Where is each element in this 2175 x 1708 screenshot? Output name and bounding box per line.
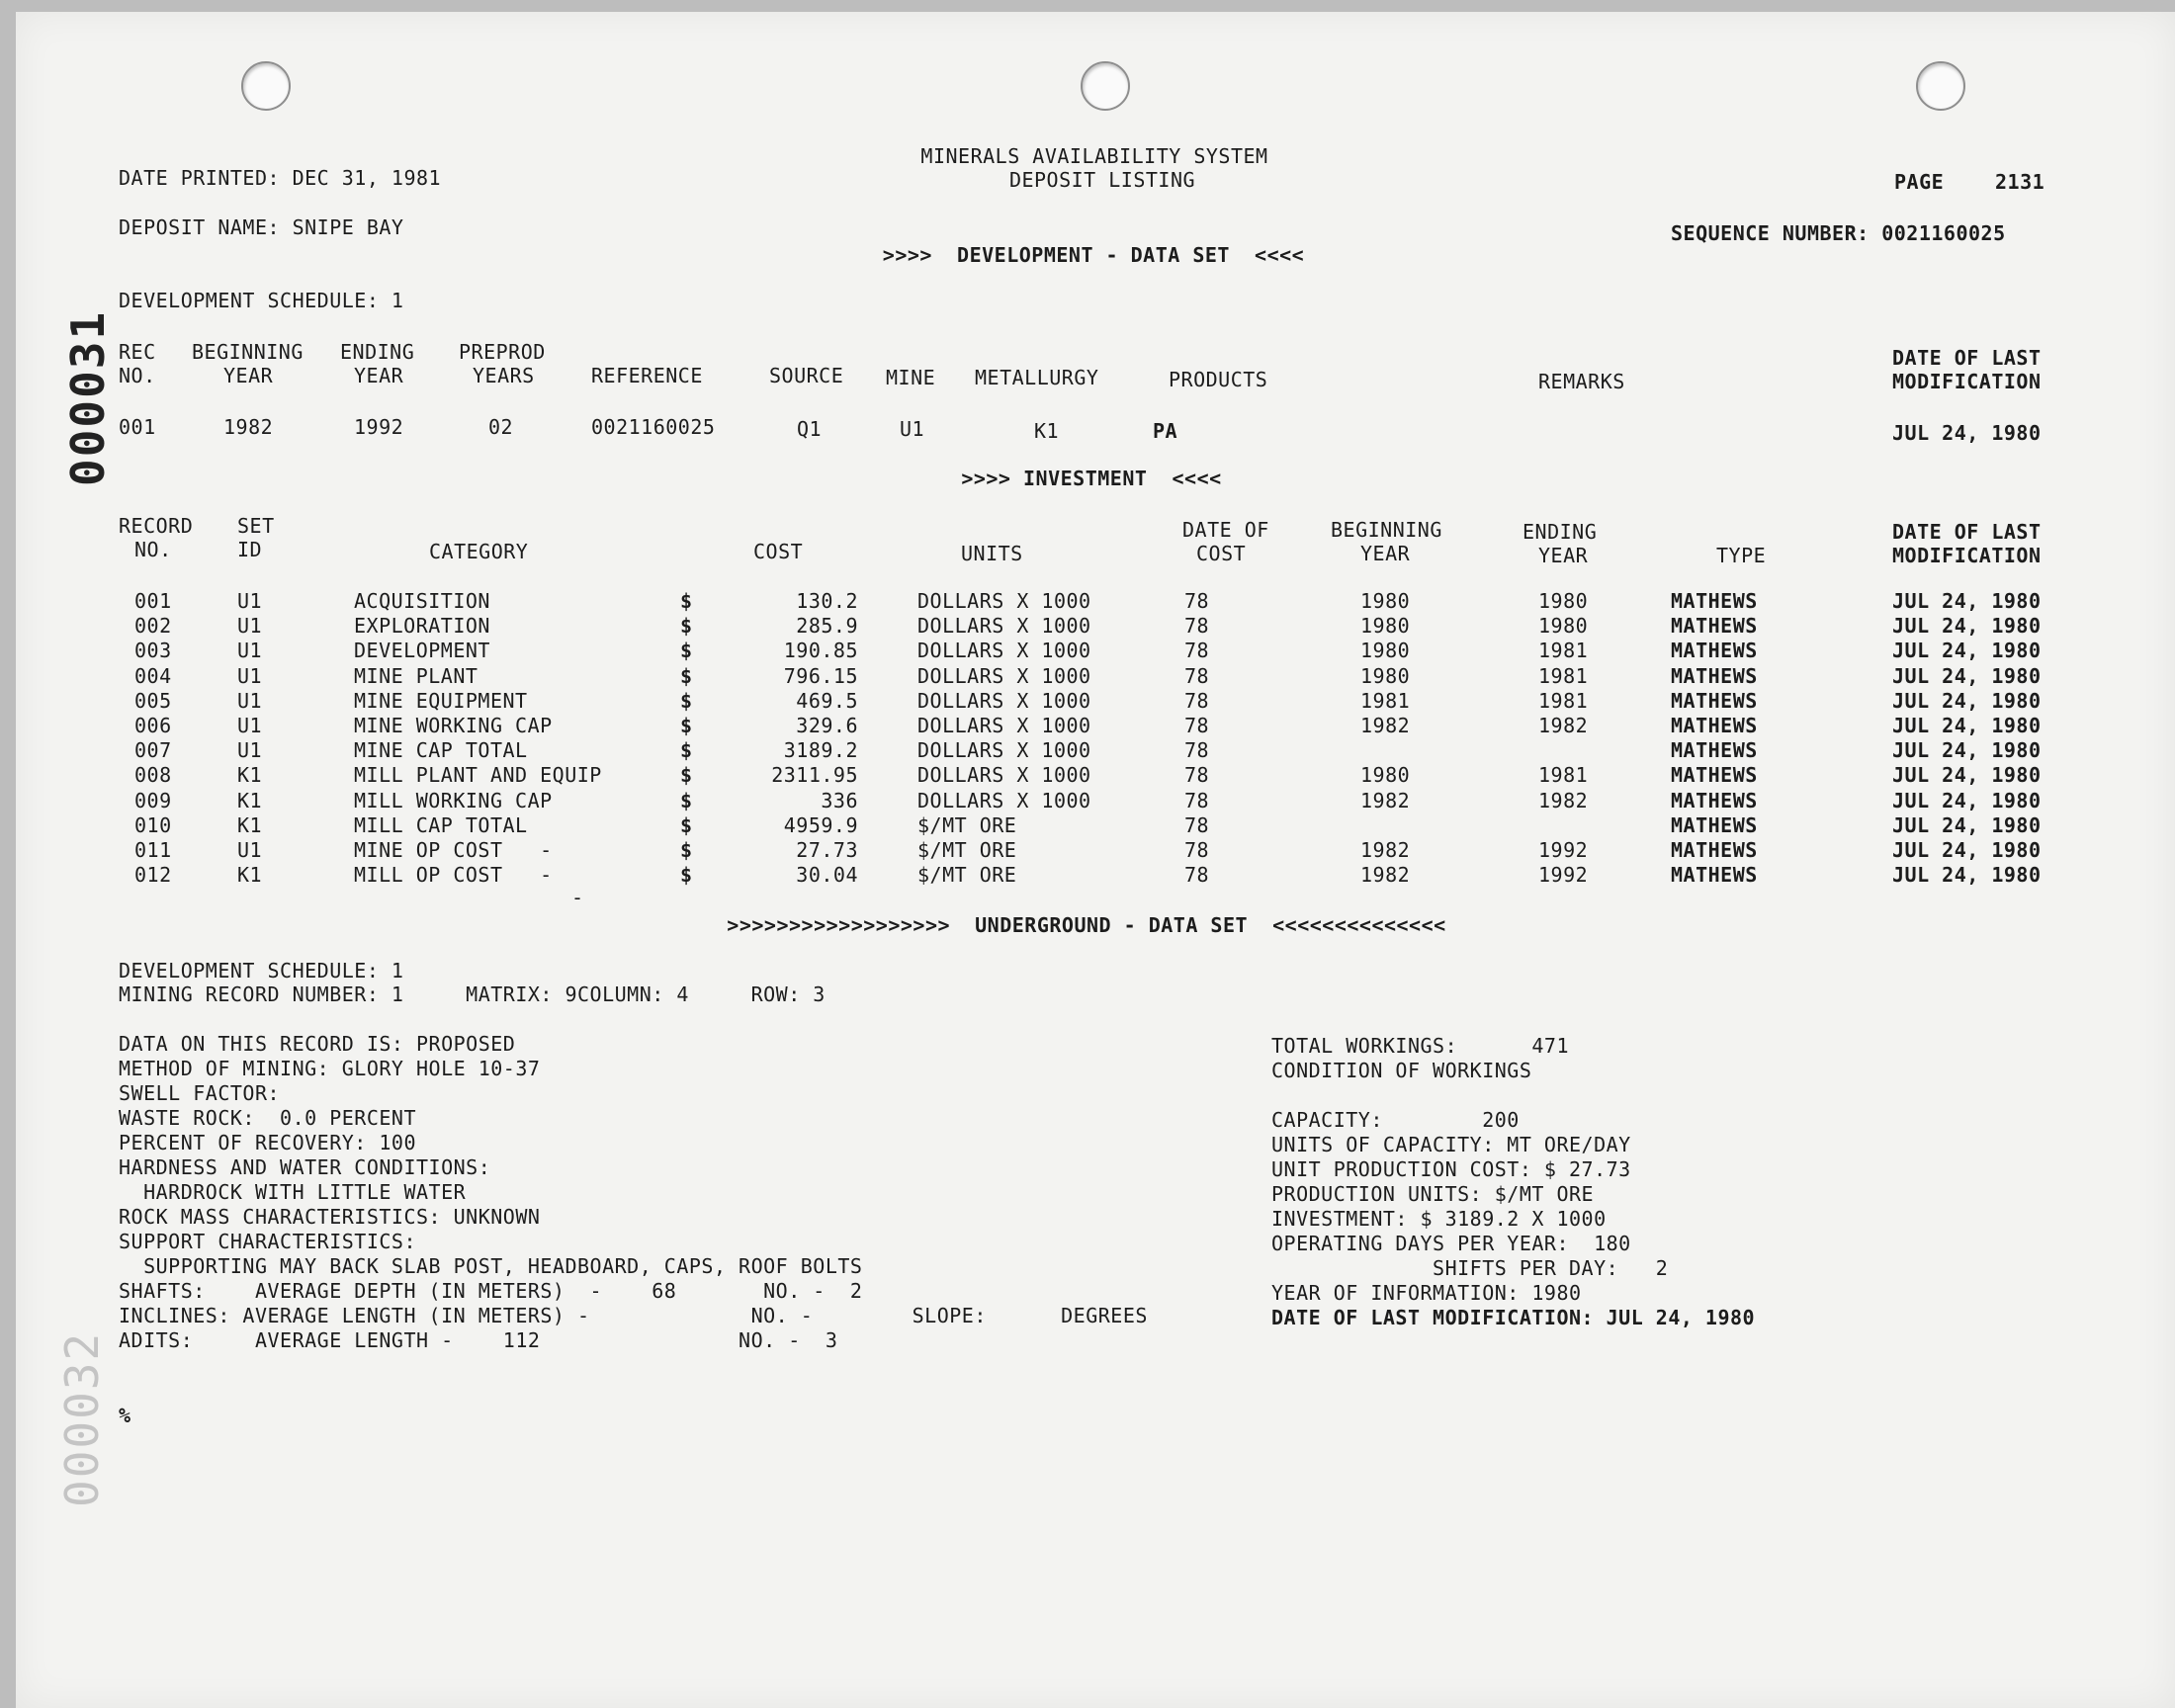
inv-dollar: $ — [680, 714, 693, 737]
inv-col-units: UNITS — [961, 542, 1023, 565]
inv-no: 008 — [134, 763, 172, 787]
inv-date: 78 — [1184, 664, 1210, 688]
underground-title: >>>>>>>>>>>>>>>>>> UNDERGROUND - DATA SET <<<<<<<<<<<<<< — [727, 913, 1446, 937]
dev-source: Q1 — [797, 417, 823, 441]
inv-col-date-of-cost: DATE OF — [1182, 518, 1269, 542]
inv-end: 1982 — [1538, 714, 1589, 737]
detail-line: SUPPORTING MAY BACK SLAB POST, HEADBOARD, CAPS, ROOF BOLTS — [119, 1254, 863, 1278]
dev-col-preprod-2: YEARS — [473, 364, 535, 387]
inv-type: MATHEWS — [1671, 639, 1758, 662]
summary-line: CONDITION OF WORKINGS — [1271, 1059, 1532, 1082]
punch-hole-left — [241, 61, 291, 111]
summary-line: OPERATING DAYS PER YEAR: 180 — [1271, 1232, 1631, 1255]
inv-category: MILL OP COST - — [354, 863, 553, 887]
inv-modified: JUL 24, 1980 — [1892, 589, 2042, 613]
inv-no: 009 — [134, 789, 172, 812]
inv-type: MATHEWS — [1671, 738, 1758, 762]
inv-begin: 1980 — [1360, 614, 1411, 638]
inv-units: DOLLARS X 1000 — [917, 789, 1091, 812]
inv-col-date-of-cost-2: COST — [1196, 542, 1247, 565]
inv-dollar: $ — [680, 863, 693, 887]
page-stamp-top: 000031 — [61, 309, 115, 486]
inv-type: MATHEWS — [1671, 789, 1758, 812]
detail-line: HARDNESS AND WATER CONDITIONS: — [119, 1155, 491, 1179]
inv-end: 1980 — [1538, 589, 1589, 613]
dev-col-modification-2: MODIFICATION — [1892, 370, 2042, 393]
inv-set: U1 — [237, 838, 263, 862]
inv-col-record: RECORD — [119, 514, 194, 538]
detail-line: WASTE ROCK: 0.0 PERCENT — [119, 1106, 416, 1130]
inv-col-set: SET — [237, 514, 275, 538]
inv-cost: 130.2 — [796, 589, 858, 613]
inv-no: 003 — [134, 639, 172, 662]
stray-dash: - — [571, 886, 584, 909]
dev-ending: 1992 — [354, 415, 404, 439]
inv-category: MINE PLANT — [354, 664, 478, 688]
dev-preprod: 02 — [488, 415, 514, 439]
inv-begin: 1982 — [1360, 863, 1411, 887]
inv-modified: JUL 24, 1980 — [1892, 689, 2042, 713]
mining-record-line: MINING RECORD NUMBER: 1 MATRIX: 9COLUMN: 4 ROW: 3 — [119, 982, 826, 1006]
inv-end: 1981 — [1538, 689, 1589, 713]
inv-type: MATHEWS — [1671, 813, 1758, 837]
inv-modified: JUL 24, 1980 — [1892, 664, 2042, 688]
inv-date: 78 — [1184, 738, 1210, 762]
detail-line: SUPPORT CHARACTERISTICS: — [119, 1230, 416, 1253]
dev-col-mine: MINE — [886, 366, 936, 389]
dev-col-metallurgy: METALLURGY — [975, 366, 1099, 389]
dev-col-ending-2: YEAR — [354, 364, 404, 387]
inv-date: 78 — [1184, 863, 1210, 887]
inv-type: MATHEWS — [1671, 614, 1758, 638]
inv-dollar: $ — [680, 813, 693, 837]
dev-reference: 0021160025 — [591, 415, 716, 439]
inv-cost: 4959.9 — [783, 813, 858, 837]
inv-set: K1 — [237, 813, 263, 837]
dev-col-rec-2: NO. — [119, 364, 156, 387]
investment-row — [0, 738, 2175, 763]
inv-end: 1992 — [1538, 863, 1589, 887]
inv-set: U1 — [237, 639, 263, 662]
inv-units: $/MT ORE — [917, 838, 1017, 862]
end-marker: % — [119, 1404, 131, 1427]
system-title: MINERALS AVAILABILITY SYSTEM — [920, 144, 1268, 168]
inv-category: MILL CAP TOTAL — [354, 813, 528, 837]
inv-no: 005 — [134, 689, 172, 713]
inv-col-modification-2: MODIFICATION — [1892, 544, 2042, 567]
listing-title: DEPOSIT LISTING — [1008, 168, 1196, 192]
inv-modified: JUL 24, 1980 — [1892, 614, 2042, 638]
development-schedule: DEVELOPMENT SCHEDULE: 1 — [119, 289, 404, 312]
dev-modified: JUL 24, 1980 — [1892, 421, 2042, 445]
inv-cost: 190.85 — [783, 639, 858, 662]
inv-cost: 285.9 — [796, 614, 858, 638]
inv-set: U1 — [237, 714, 263, 737]
inv-modified: JUL 24, 1980 — [1892, 763, 2042, 787]
inv-set: K1 — [237, 789, 263, 812]
inv-cost: 329.6 — [796, 714, 858, 737]
inv-cost: 2311.95 — [771, 763, 858, 787]
dev-products: PA — [1153, 419, 1178, 443]
inv-category: MINE CAP TOTAL — [354, 738, 528, 762]
inv-set: U1 — [237, 738, 263, 762]
sequence-number: SEQUENCE NUMBER: 0021160025 — [1671, 221, 2006, 245]
inv-type: MATHEWS — [1671, 589, 1758, 613]
inv-category: MINE WORKING CAP — [354, 714, 553, 737]
inv-modified: JUL 24, 1980 — [1892, 738, 2042, 762]
dev-col-remarks: REMARKS — [1538, 370, 1625, 393]
inv-modified: JUL 24, 1980 — [1892, 714, 2042, 737]
inv-col-set-2: ID — [237, 538, 263, 561]
inv-end: 1982 — [1538, 789, 1589, 812]
inv-date: 78 — [1184, 589, 1210, 613]
underground-schedule: DEVELOPMENT SCHEDULE: 1 — [119, 959, 404, 982]
investment-row — [0, 589, 2175, 614]
inv-date: 78 — [1184, 789, 1210, 812]
inv-set: U1 — [237, 614, 263, 638]
inv-col-ending: ENDING — [1522, 520, 1598, 544]
summary-line: CAPACITY: 200 — [1271, 1108, 1520, 1132]
inv-no: 001 — [134, 589, 172, 613]
dev-mine: U1 — [900, 417, 925, 441]
page-stamp-bottom: 000032 — [55, 1330, 109, 1507]
inv-no: 006 — [134, 714, 172, 737]
summary-line: UNIT PRODUCTION COST: $ 27.73 — [1271, 1157, 1631, 1181]
punch-hole-right — [1916, 61, 1965, 111]
inv-modified: JUL 24, 1980 — [1892, 863, 2042, 887]
inv-no: 002 — [134, 614, 172, 638]
inv-units: $/MT ORE — [917, 813, 1017, 837]
dev-col-products: PRODUCTS — [1169, 368, 1268, 391]
inv-dollar: $ — [680, 614, 693, 638]
investment-row — [0, 664, 2175, 689]
inv-category: MILL WORKING CAP — [354, 789, 553, 812]
dev-beginning: 1982 — [223, 415, 274, 439]
dev-metallurgy: K1 — [1034, 419, 1060, 443]
inv-col-record-2: NO. — [134, 538, 172, 561]
inv-set: K1 — [237, 863, 263, 887]
inv-begin: 1980 — [1360, 763, 1411, 787]
inv-no: 007 — [134, 738, 172, 762]
inv-set: K1 — [237, 763, 263, 787]
dev-col-preprod: PREPROD — [459, 340, 546, 364]
summary-line: UNITS OF CAPACITY: MT ORE/DAY — [1271, 1133, 1631, 1156]
dev-col-reference: REFERENCE — [591, 364, 703, 387]
inv-dollar: $ — [680, 738, 693, 762]
inv-date: 78 — [1184, 714, 1210, 737]
investment-row — [0, 639, 2175, 663]
inv-no: 010 — [134, 813, 172, 837]
inv-units: DOLLARS X 1000 — [917, 664, 1091, 688]
detail-line: ROCK MASS CHARACTERISTICS: UNKNOWN — [119, 1205, 541, 1229]
inv-end: 1992 — [1538, 838, 1589, 862]
inv-begin: 1980 — [1360, 589, 1411, 613]
inv-dollar: $ — [680, 639, 693, 662]
inv-type: MATHEWS — [1671, 863, 1758, 887]
dev-col-beginning: BEGINNING — [192, 340, 304, 364]
inv-date: 78 — [1184, 763, 1210, 787]
detail-line: METHOD OF MINING: GLORY HOLE 10-37 — [119, 1057, 541, 1080]
inv-set: U1 — [237, 589, 263, 613]
investment-row — [0, 689, 2175, 714]
inv-col-modification: DATE OF LAST — [1892, 520, 2042, 544]
inv-cost: 27.73 — [796, 838, 858, 862]
inv-col-category: CATEGORY — [429, 540, 529, 563]
inv-col-beginning-2: YEAR — [1360, 542, 1411, 565]
inv-category: EXPLORATION — [354, 614, 490, 638]
detail-line: ADITS: AVERAGE LENGTH - 112 NO. - 3 — [119, 1328, 838, 1352]
inv-category: MINE OP COST - — [354, 838, 553, 862]
inv-type: MATHEWS — [1671, 838, 1758, 862]
inv-set: U1 — [237, 664, 263, 688]
summary-line: YEAR OF INFORMATION: 1980 — [1271, 1281, 1582, 1305]
investment-row — [0, 763, 2175, 788]
summary-line: DATE OF LAST MODIFICATION: JUL 24, 1980 — [1271, 1306, 1756, 1329]
summary-line: PRODUCTION UNITS: $/MT ORE — [1271, 1182, 1595, 1206]
inv-modified: JUL 24, 1980 — [1892, 838, 2042, 862]
inv-type: MATHEWS — [1671, 664, 1758, 688]
investment-row — [0, 614, 2175, 639]
inv-col-beginning: BEGINNING — [1331, 518, 1442, 542]
dev-col-ending: ENDING — [340, 340, 415, 364]
inv-end: 1980 — [1538, 614, 1589, 638]
inv-begin: 1982 — [1360, 714, 1411, 737]
inv-date: 78 — [1184, 689, 1210, 713]
inv-units: DOLLARS X 1000 — [917, 589, 1091, 613]
development-section-title: >>>> DEVELOPMENT - DATA SET <<<< — [882, 243, 1305, 267]
inv-begin: 1982 — [1360, 838, 1411, 862]
inv-cost: 336 — [821, 789, 858, 812]
page-number: 2131 — [1995, 170, 2045, 194]
inv-date: 78 — [1184, 614, 1210, 638]
detail-line: PERCENT OF RECOVERY: 100 — [119, 1131, 416, 1154]
investment-title: >>>> INVESTMENT <<<< — [961, 467, 1222, 490]
inv-no: 012 — [134, 863, 172, 887]
inv-begin: 1980 — [1360, 664, 1411, 688]
inv-end: 1981 — [1538, 664, 1589, 688]
inv-units: DOLLARS X 1000 — [917, 689, 1091, 713]
inv-cost: 469.5 — [796, 689, 858, 713]
punch-hole-center — [1081, 61, 1130, 111]
dev-rec: 001 — [119, 415, 156, 439]
summary-line: TOTAL WORKINGS: 471 — [1271, 1034, 1569, 1058]
inv-date: 78 — [1184, 838, 1210, 862]
detail-line: SHAFTS: AVERAGE DEPTH (IN METERS) - 68 NO. - 2 — [119, 1279, 863, 1303]
inv-type: MATHEWS — [1671, 763, 1758, 787]
inv-cost: 30.04 — [796, 863, 858, 887]
detail-line: DATA ON THIS RECORD IS: PROPOSED — [119, 1032, 516, 1056]
inv-no: 004 — [134, 664, 172, 688]
inv-dollar: $ — [680, 838, 693, 862]
inv-dollar: $ — [680, 589, 693, 613]
inv-units: DOLLARS X 1000 — [917, 763, 1091, 787]
inv-cost: 796.15 — [783, 664, 858, 688]
inv-end: 1981 — [1538, 763, 1589, 787]
page-label: PAGE — [1894, 170, 1945, 194]
inv-end: 1981 — [1538, 639, 1589, 662]
inv-category: DEVELOPMENT — [354, 639, 490, 662]
inv-modified: JUL 24, 1980 — [1892, 813, 2042, 837]
inv-no: 011 — [134, 838, 172, 862]
inv-date: 78 — [1184, 813, 1210, 837]
inv-dollar: $ — [680, 789, 693, 812]
inv-units: $/MT ORE — [917, 863, 1017, 887]
inv-type: MATHEWS — [1671, 689, 1758, 713]
inv-begin: 1980 — [1360, 639, 1411, 662]
inv-units: DOLLARS X 1000 — [917, 738, 1091, 762]
dev-col-source: SOURCE — [769, 364, 844, 387]
inv-category: MINE EQUIPMENT — [354, 689, 528, 713]
inv-begin: 1981 — [1360, 689, 1411, 713]
inv-date: 78 — [1184, 639, 1210, 662]
inv-units: DOLLARS X 1000 — [917, 614, 1091, 638]
inv-modified: JUL 24, 1980 — [1892, 789, 2042, 812]
detail-line: SWELL FACTOR: — [119, 1081, 281, 1105]
inv-dollar: $ — [680, 689, 693, 713]
investment-row — [0, 714, 2175, 738]
inv-begin: 1982 — [1360, 789, 1411, 812]
inv-dollar: $ — [680, 664, 693, 688]
dev-col-modification: DATE OF LAST — [1892, 346, 2042, 370]
inv-col-type: TYPE — [1716, 544, 1767, 567]
date-printed: DATE PRINTED: DEC 31, 1981 — [119, 166, 442, 190]
summary-line: SHIFTS PER DAY: 2 — [1271, 1256, 1669, 1280]
inv-set: U1 — [237, 689, 263, 713]
inv-col-ending-2: YEAR — [1538, 544, 1589, 567]
inv-units: DOLLARS X 1000 — [917, 714, 1091, 737]
detail-line: HARDROCK WITH LITTLE WATER — [119, 1180, 467, 1204]
inv-type: MATHEWS — [1671, 714, 1758, 737]
investment-row — [0, 813, 2175, 838]
deposit-name: DEPOSIT NAME: SNIPE BAY — [119, 215, 404, 239]
inv-units: DOLLARS X 1000 — [917, 639, 1091, 662]
inv-cost: 3189.2 — [783, 738, 858, 762]
inv-dollar: $ — [680, 763, 693, 787]
investment-row — [0, 789, 2175, 813]
inv-col-cost: COST — [753, 540, 804, 563]
investment-row — [0, 863, 2175, 888]
dev-col-beginning-2: YEAR — [223, 364, 274, 387]
inv-category: MILL PLANT AND EQUIP — [354, 763, 602, 787]
investment-row — [0, 838, 2175, 863]
detail-line: INCLINES: AVERAGE LENGTH (IN METERS) - NO. - SLOPE: DEGREES — [119, 1304, 1148, 1327]
inv-category: ACQUISITION — [354, 589, 490, 613]
inv-modified: JUL 24, 1980 — [1892, 639, 2042, 662]
summary-line: INVESTMENT: $ 3189.2 X 1000 — [1271, 1207, 1607, 1231]
dev-col-rec: REC — [119, 340, 156, 364]
